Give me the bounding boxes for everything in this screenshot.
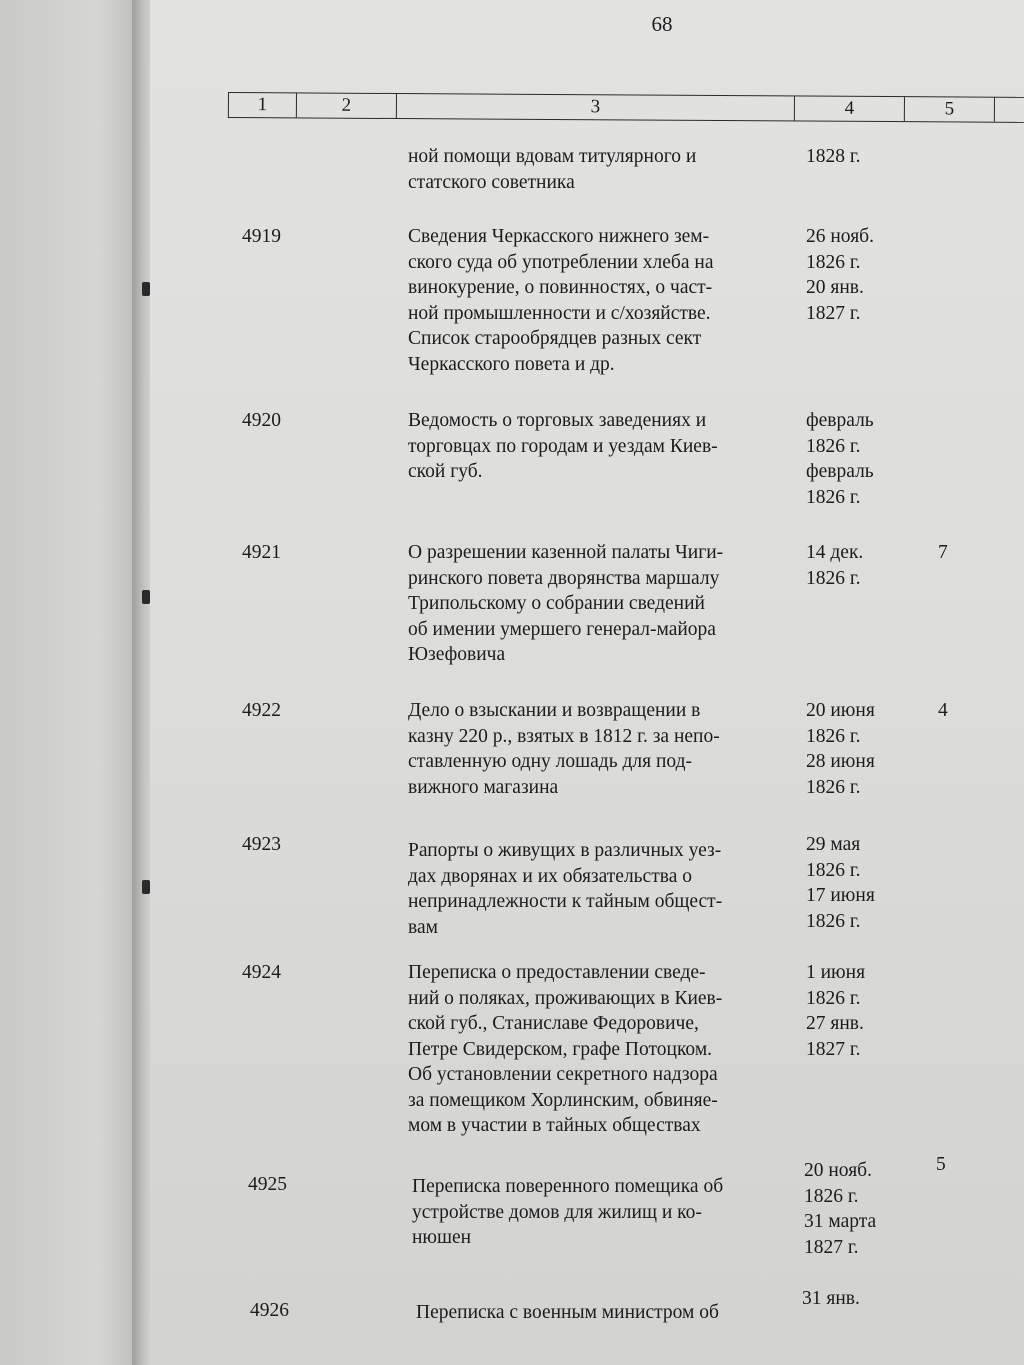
row-number: 4919: [242, 226, 281, 247]
row-dates: 31 янв.: [802, 1288, 860, 1309]
row-extra-value: 4: [938, 700, 948, 721]
row-number: 4925: [248, 1174, 287, 1195]
row-dates: 26 нояб. 1826 г. 20 янв. 1827 г.: [806, 226, 874, 324]
row-dates: 1 июня 1826 г. 27 янв. 1827 г.: [806, 962, 866, 1060]
page-number: 68: [651, 12, 673, 36]
row-dates: 29 мая 1826 г. 17 июня 1826 г.: [806, 834, 875, 932]
row-number: 4926: [250, 1300, 289, 1321]
row-number: 4924: [242, 962, 281, 983]
row-extra-value: 5: [936, 1154, 946, 1175]
column-header-row: [228, 92, 1024, 123]
page-edge-mark: [142, 282, 150, 296]
row-description: Переписка о предоставлении сведе- ний о поляках, проживающих в Киев- ской губ., Станиславе Федоровиче, Петре Свидерском, графе Потоцком. Об установлении секретного надзора за помещиком Хорлинским, обвиняе- мом в участии в тайных обществах: [408, 962, 723, 1136]
row-dates: 1828 г.: [806, 146, 861, 167]
page-edge-mark: [142, 880, 150, 894]
row-number: 4920: [242, 410, 281, 431]
row-number: 4922: [242, 700, 281, 721]
row-description: Ведомость о торговых заведениях и торговцах по городам и уездам Киев- ской губ.: [408, 410, 718, 482]
row-description: Сведения Черкасского нижнего зем- ского суда об употреблении хлеба на винокурение, о повинностях, о част- ной промышленности и с/хозяйстве. Список старообрядцев разных сект Черкасского повета и др.: [408, 226, 714, 375]
row-description: Дело о взыскании и возвращении в казну 220 р., взятых в 1812 г. за непо- ставленную одну лошадь для под- вижного магазина: [408, 700, 720, 798]
row-description: Рапорты о живущих в различных уез- дах дворянах и их обязательства о непринадлежности к тайным общест- вам: [408, 840, 723, 938]
row-description: Переписка с военным министром об: [416, 1302, 719, 1323]
row-number: 4921: [242, 542, 281, 563]
page-edge-mark: [142, 590, 150, 604]
row-description: Переписка поверенного помещика об устройстве домов для жилищ и ко- нюшен: [412, 1176, 724, 1248]
column-header-1: 1: [229, 93, 297, 117]
column-header-5: 5: [905, 97, 995, 122]
row-dates: февраль 1826 г. февраль 1826 г.: [806, 410, 874, 508]
previous-page-edge: [0, 0, 140, 1365]
row-description: ной помощи вдовам титулярного и статского советника: [408, 146, 697, 193]
row-dates: 20 июня 1826 г. 28 июня 1826 г.: [806, 700, 875, 798]
row-extra-value: 7: [938, 542, 948, 563]
row-number: 4923: [242, 834, 281, 855]
column-header-3: 3: [397, 94, 795, 120]
row-dates: 14 дек. 1826 г.: [806, 542, 864, 589]
column-header-2: 2: [297, 93, 397, 118]
column-header-4: 4: [795, 96, 905, 121]
row-description: О разрешении казенной палаты Чиги- ринского повета дворянства маршалу Трипольскому о собрании сведений об имении умершего генерал-майора Юзефовича: [408, 542, 724, 665]
column-header-6: [995, 98, 1024, 122]
row-dates: 20 нояб. 1826 г. 31 марта 1827 г.: [804, 1160, 877, 1258]
